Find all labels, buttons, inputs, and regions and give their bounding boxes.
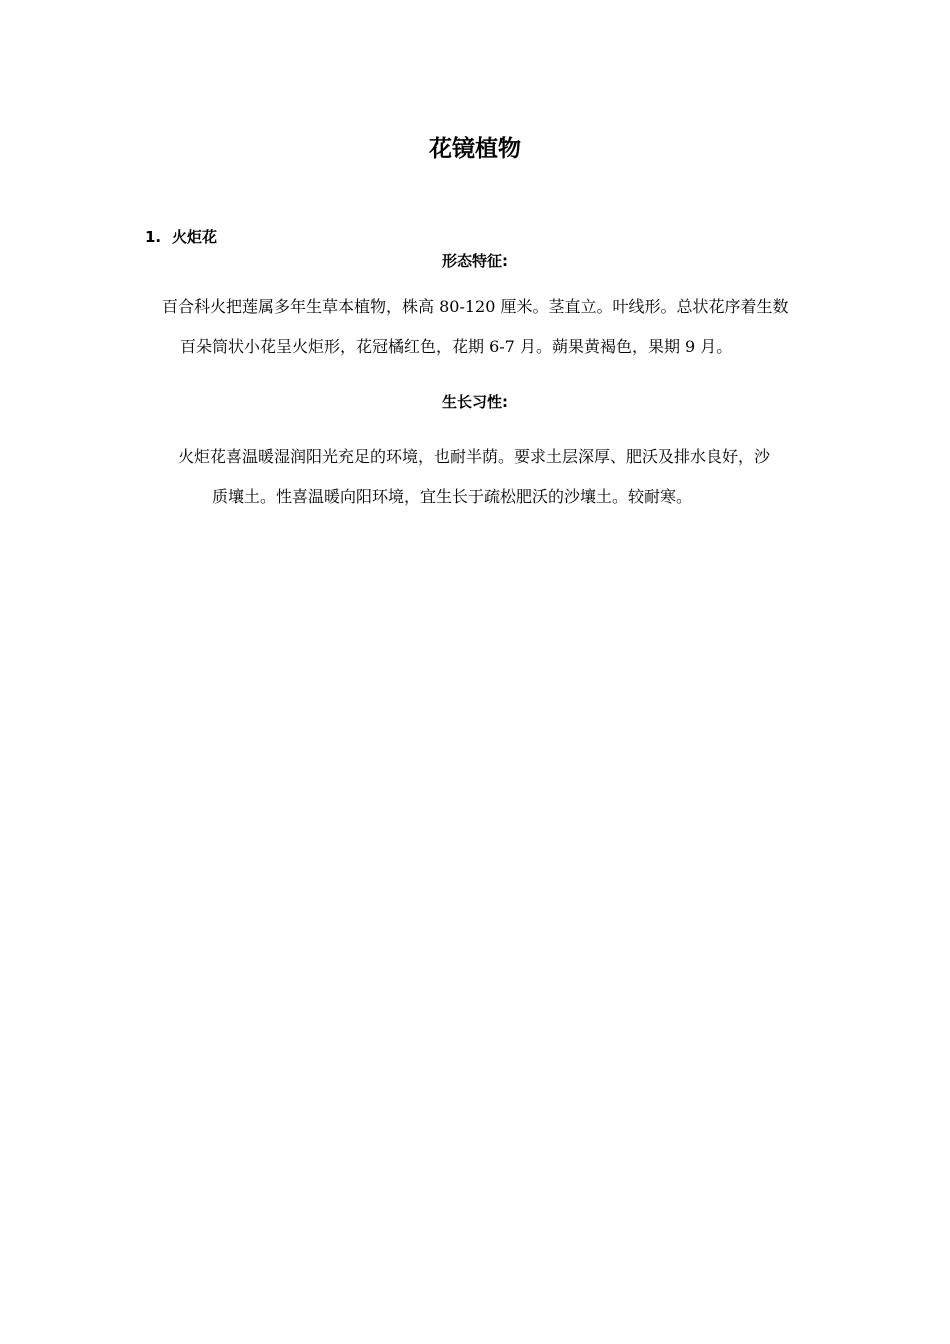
morphology-heading: 形态特征: — [442, 252, 508, 270]
growth-habit-line: 火炬花喜温暖湿润阳光充足的环境，也耐半荫。要求土层深厚、肥沃及排水良好，沙 — [178, 447, 771, 466]
growth-habit-line: 质壤土。性喜温暖向阳环境，宜生长于疏松肥沃的沙壤土。较耐寒。 — [212, 487, 693, 506]
morphology-line: 百合科火把莲属多年生草本植物，株高 80-120 厘米。茎直立。叶线形。总状花序着生数 — [162, 297, 789, 316]
morphology-line: 百朵筒状小花呈火炬形，花冠橘红色，花期 6-7 月。蒴果黄褐色，果期 9 月。 — [180, 337, 733, 356]
document-title: 花镜植物 — [429, 136, 521, 162]
section-title: 火炬花 — [172, 228, 218, 246]
section-number: 1. — [145, 228, 162, 246]
growth-habit-heading: 生长习性: — [442, 393, 508, 411]
section-heading — [145, 226, 217, 248]
